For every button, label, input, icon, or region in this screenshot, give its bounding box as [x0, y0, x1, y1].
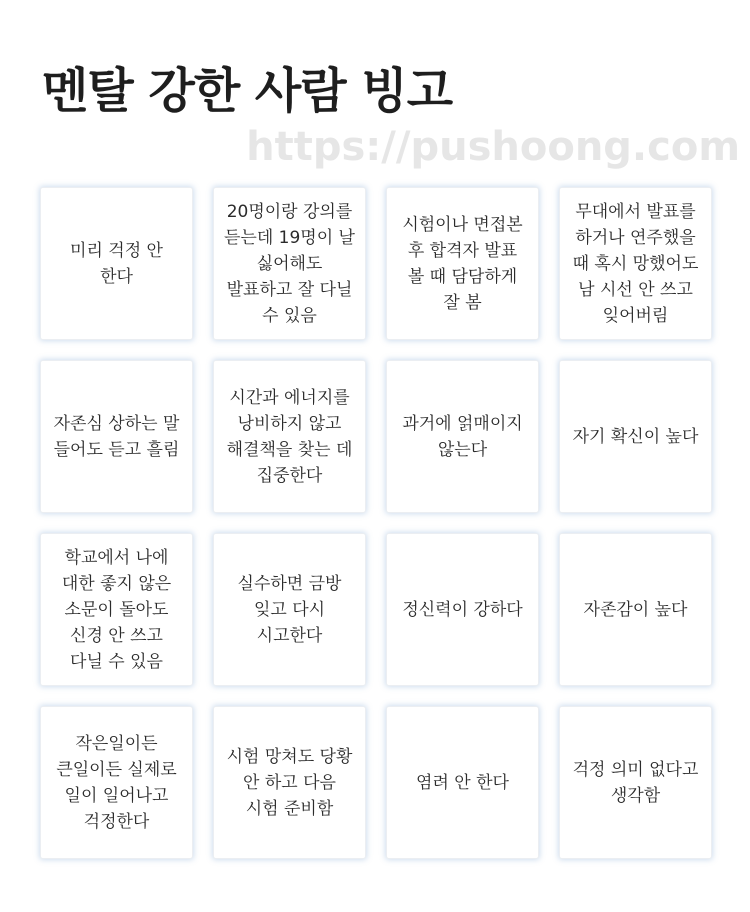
bingo-cell-text: 과거에 얽매이지 않는다	[402, 413, 523, 460]
bingo-cell[interactable]	[40, 706, 193, 859]
bingo-cell[interactable]	[213, 533, 366, 686]
bingo-cell-text: 걱정 의미 없다고 생각함	[572, 759, 699, 806]
bingo-cell-text: 자존감이 높다	[583, 599, 688, 620]
bingo-cell-text: 시험이나 면접본 후 합격자 발표 볼 때 담담하게 잘 봄	[402, 214, 523, 313]
bingo-cell[interactable]	[559, 360, 712, 513]
bingo-grid	[40, 187, 711, 859]
bingo-cell-text: 작은일이든 큰일이든 실제로 일이 일어나고 걱정한다	[56, 733, 177, 832]
bingo-cell[interactable]	[213, 187, 366, 340]
bingo-cell[interactable]	[386, 360, 539, 513]
bingo-cell[interactable]	[386, 533, 539, 686]
bingo-cell-text: 정신력이 강하다	[402, 599, 523, 620]
bingo-cell[interactable]	[213, 360, 366, 513]
bingo-cell-text: 시간과 에너지를 낭비하지 않고 해결책을 찾는 데 집중한다	[226, 387, 353, 486]
bingo-cell-text: 무대에서 발표를 하거나 연주했을 때 혹시 망했어도 남 시선 안 쓰고 잊어버림	[572, 201, 699, 326]
bingo-cell[interactable]	[40, 360, 193, 513]
bingo-cell-text: 염려 안 한다	[416, 772, 509, 793]
bingo-cell-text: 자기 확신이 높다	[572, 426, 699, 447]
bingo-cell-text: 학교에서 나에 대한 좋지 않은 소문이 돌아도 신경 안 쓰고 다닐 수 있음	[61, 547, 172, 672]
bingo-cell-text: 자존심 상하는 말 들어도 듣고 흘림	[53, 413, 180, 460]
bingo-cell-text: 시험 망쳐도 당황 안 하고 다음 시험 준비함	[226, 746, 353, 819]
page-title: 멘탈 강한 사람 빙고	[42, 63, 453, 119]
bingo-cell[interactable]	[559, 533, 712, 686]
watermark-url: https://pushoong.com	[246, 124, 740, 170]
bingo-cell-text: 20명이랑 강의를 듣는데 19명이 날 싫어해도 발표하고 잘 다닐 수 있음	[224, 201, 355, 326]
bingo-cell[interactable]	[386, 706, 539, 859]
bingo-cell[interactable]	[386, 187, 539, 340]
bingo-cell[interactable]	[559, 187, 712, 340]
bingo-cell-text: 미리 걱정 안 한다	[70, 240, 163, 287]
bingo-cell[interactable]	[213, 706, 366, 859]
bingo-cell[interactable]	[40, 187, 193, 340]
bingo-cell[interactable]	[40, 533, 193, 686]
bingo-cell-text: 실수하면 금방 잊고 다시 시고한다	[237, 573, 342, 646]
bingo-cell[interactable]	[559, 706, 712, 859]
